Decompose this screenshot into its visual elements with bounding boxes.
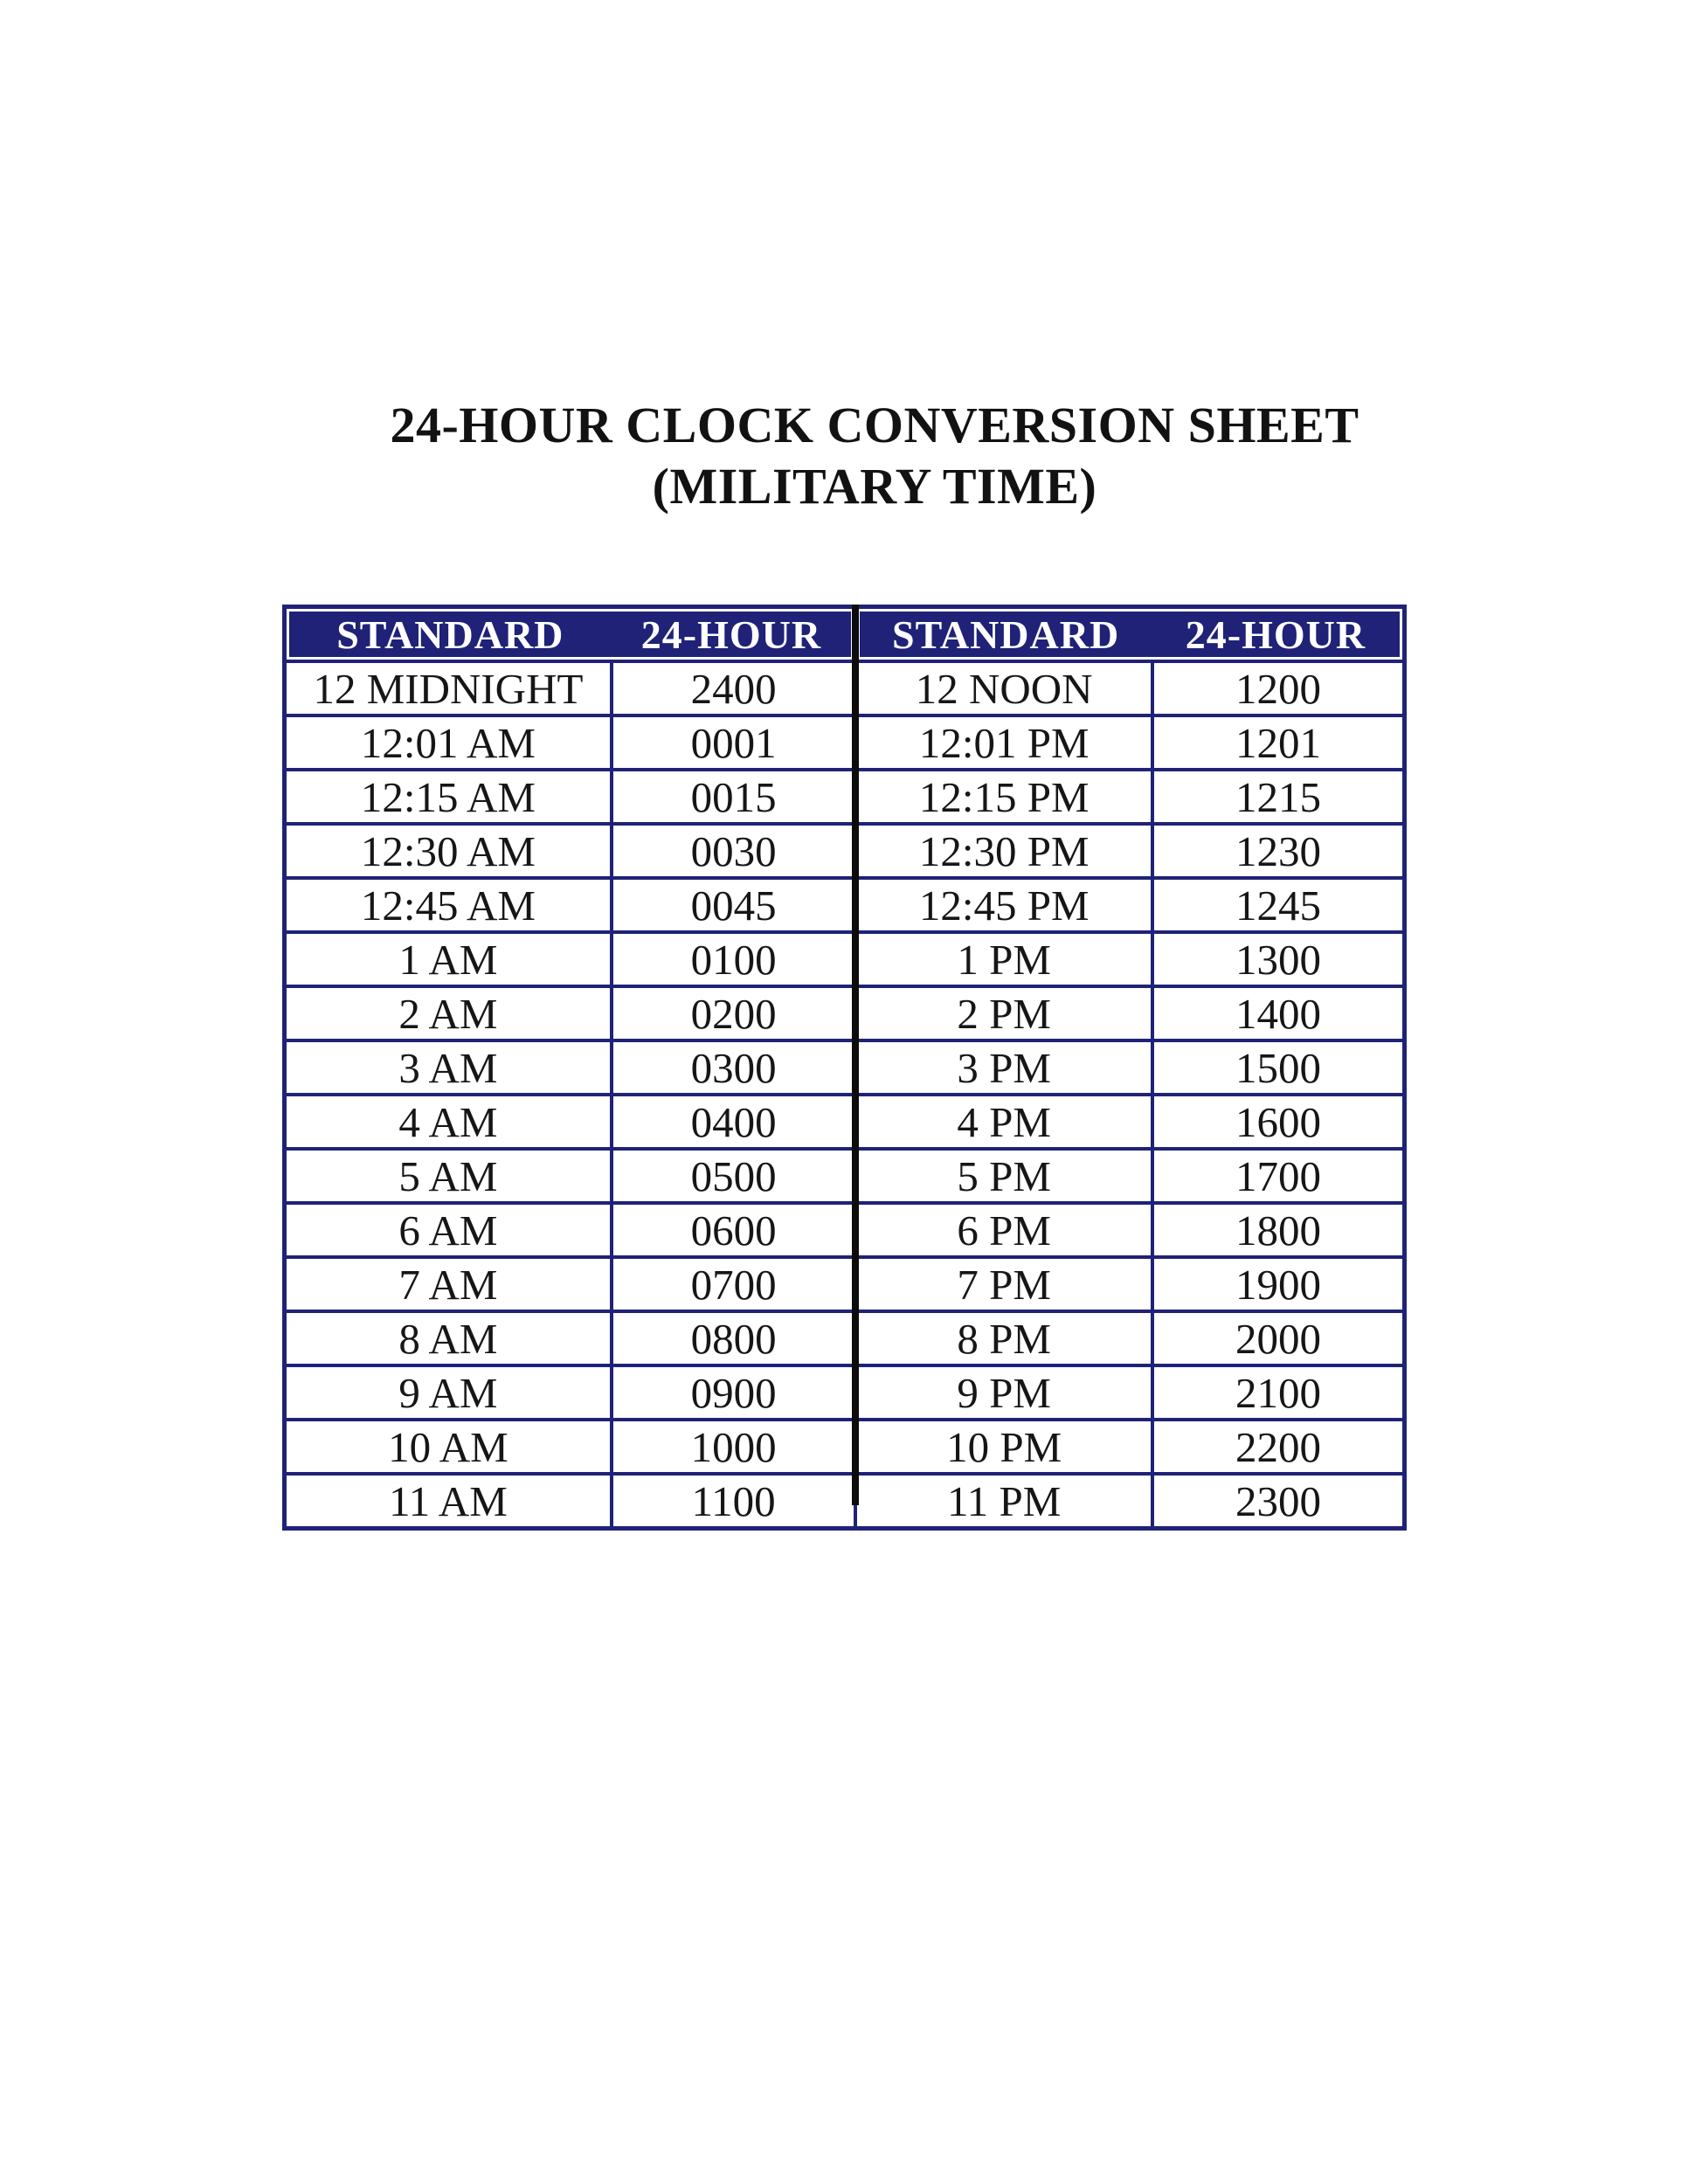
cell-standard-am: 7 AM <box>285 1257 612 1311</box>
cell-standard-am: 9 AM <box>285 1365 612 1420</box>
cell-24hour-pm: 1230 <box>1152 824 1404 878</box>
cell-24hour-am: 0500 <box>612 1149 855 1203</box>
table-body <box>285 661 1405 1529</box>
cell-standard-pm: 9 PM <box>855 1365 1152 1420</box>
cell-24hour-pm: 1500 <box>1152 1040 1404 1095</box>
cell-24hour-pm: 2000 <box>1152 1311 1404 1365</box>
cell-24hour-am: 0800 <box>612 1311 855 1365</box>
cell-24hour-am: 0100 <box>612 932 855 986</box>
table-row <box>285 715 1405 770</box>
cell-24hour-pm: 1700 <box>1152 1149 1404 1203</box>
cell-standard-pm: 6 PM <box>855 1203 1152 1257</box>
table-row <box>285 770 1405 824</box>
header-row <box>285 607 1405 662</box>
cell-standard-am: 12 MIDNIGHT <box>285 661 612 715</box>
table-row <box>285 1257 1405 1311</box>
cell-24hour-pm: 1800 <box>1152 1203 1404 1257</box>
cell-standard-pm: 7 PM <box>855 1257 1152 1311</box>
cell-24hour-am: 0045 <box>612 878 855 932</box>
cell-standard-am: 12:30 AM <box>285 824 612 878</box>
cell-standard-am: 8 AM <box>285 1311 612 1365</box>
cell-standard-am: 3 AM <box>285 1040 612 1095</box>
cell-24hour-am: 0700 <box>612 1257 855 1311</box>
cell-24hour-pm: 1215 <box>1152 770 1404 824</box>
cell-24hour-pm: 1201 <box>1152 715 1404 770</box>
cell-24hour-am: 1000 <box>612 1420 855 1474</box>
cell-24hour-am: 0400 <box>612 1095 855 1149</box>
cell-standard-pm: 8 PM <box>855 1311 1152 1365</box>
cell-standard-pm: 1 PM <box>855 932 1152 986</box>
table-row <box>285 1365 1405 1420</box>
cell-24hour-pm: 2200 <box>1152 1420 1404 1474</box>
cell-standard-am: 10 AM <box>285 1420 612 1474</box>
cell-standard-pm: 4 PM <box>855 1095 1152 1149</box>
cell-standard-am: 4 AM <box>285 1095 612 1149</box>
table-row <box>285 878 1405 932</box>
cell-standard-pm: 2 PM <box>855 986 1152 1040</box>
table-row <box>285 1203 1405 1257</box>
cell-24hour-am: 0600 <box>612 1203 855 1257</box>
header-band-right <box>860 612 1400 657</box>
cell-standard-am: 11 AM <box>285 1474 612 1529</box>
cell-standard-pm: 3 PM <box>855 1040 1152 1095</box>
title-line-1: 24-HOUR CLOCK CONVERSION SHEET <box>390 397 1359 453</box>
cell-24hour-am: 0200 <box>612 986 855 1040</box>
cell-standard-pm: 11 PM <box>855 1474 1152 1529</box>
header-label-standard-pm: STANDARD <box>892 612 1120 657</box>
cell-24hour-pm: 1245 <box>1152 878 1404 932</box>
header-label-24hour-pm: 24-HOUR <box>1185 612 1366 657</box>
cell-24hour-am: 1100 <box>612 1474 855 1529</box>
cell-standard-pm: 12:15 PM <box>855 770 1152 824</box>
table-row <box>285 661 1405 715</box>
cell-standard-am: 5 AM <box>285 1149 612 1203</box>
cell-24hour-pm: 1600 <box>1152 1095 1404 1149</box>
table-row <box>285 1149 1405 1203</box>
header-cell-pm-pair <box>855 607 1404 662</box>
table-row <box>285 1420 1405 1474</box>
cell-standard-am: 12:45 AM <box>285 878 612 932</box>
cell-standard-am: 12:15 AM <box>285 770 612 824</box>
table-row <box>285 1095 1405 1149</box>
table-row <box>285 932 1405 986</box>
table-row <box>285 986 1405 1040</box>
cell-24hour-am: 2400 <box>612 661 855 715</box>
cell-standard-pm: 12:01 PM <box>855 715 1152 770</box>
cell-24hour-pm: 2300 <box>1152 1474 1404 1529</box>
cell-24hour-pm: 1200 <box>1152 661 1404 715</box>
cell-standard-am: 2 AM <box>285 986 612 1040</box>
cell-standard-pm: 10 PM <box>855 1420 1152 1474</box>
cell-standard-pm: 5 PM <box>855 1149 1152 1203</box>
cell-24hour-am: 0015 <box>612 770 855 824</box>
header-cell-am-pair <box>285 607 856 662</box>
cell-standard-am: 6 AM <box>285 1203 612 1257</box>
title-line-2: (MILITARY TIME) <box>652 458 1097 515</box>
cell-24hour-pm: 1300 <box>1152 932 1404 986</box>
cell-standard-pm: 12 NOON <box>855 661 1152 715</box>
table-row <box>285 824 1405 878</box>
cell-24hour-pm: 2100 <box>1152 1365 1404 1420</box>
cell-standard-am: 12:01 AM <box>285 715 612 770</box>
cell-24hour-am: 0300 <box>612 1040 855 1095</box>
center-divider-line <box>852 605 859 1505</box>
table-header <box>285 607 1405 662</box>
document-title <box>31 395 1688 517</box>
cell-24hour-am: 0030 <box>612 824 855 878</box>
table-row <box>285 1040 1405 1095</box>
cell-standard-pm: 12:45 PM <box>855 878 1152 932</box>
cell-24hour-am: 0001 <box>612 715 855 770</box>
conversion-table <box>282 605 1407 1531</box>
cell-standard-pm: 12:30 PM <box>855 824 1152 878</box>
cell-24hour-am: 0900 <box>612 1365 855 1420</box>
header-label-standard-am: STANDARD <box>336 612 564 657</box>
header-band-left <box>289 612 851 657</box>
header-label-24hour-am: 24-HOUR <box>640 612 822 657</box>
conversion-table-wrap <box>282 605 1407 1525</box>
cell-standard-am: 1 AM <box>285 932 612 986</box>
cell-24hour-pm: 1900 <box>1152 1257 1404 1311</box>
table-row <box>285 1311 1405 1365</box>
cell-24hour-pm: 1400 <box>1152 986 1404 1040</box>
table-row <box>285 1474 1405 1529</box>
